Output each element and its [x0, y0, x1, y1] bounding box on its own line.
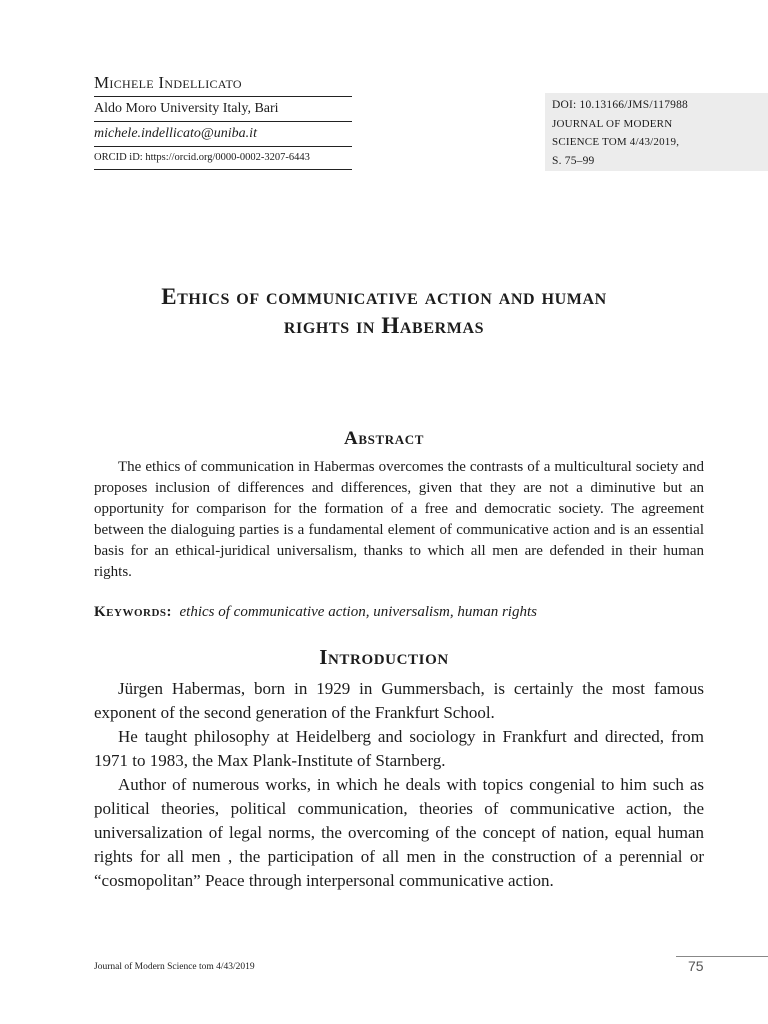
page-range: S. 75–99	[552, 154, 595, 167]
journal-name-line1: JOURNAL OF MODERN	[552, 117, 673, 130]
introduction-heading: Introduction	[319, 645, 449, 669]
keywords	[94, 601, 704, 623]
footer-journal: Journal of Modern Science tom 4/43/2019	[94, 962, 255, 972]
intro-paragraph: Author of numerous works, in which he deals with topics congenial to him such as political theories, political communication, theories of communicative action, the universalization of legal norms, the overcoming of the concept of nation, equal human rights for all men , the participation of all men in the construction of a perennial or “cosmopolitan” Peace through interpersonal communicative action.	[94, 775, 704, 890]
intro-paragraph: He taught philosophy at Heidelberg and sociology in Frankfurt and directed, from 1971 to 1983, the Max Plank-Institute of Starnberg.	[94, 727, 704, 770]
author-block	[94, 72, 352, 170]
author-orcid[interactable]: ORCID iD: https://orcid.org/0000-0002-3207-6443	[94, 147, 352, 170]
author-affiliation: Aldo Moro University Italy, Bari	[94, 97, 352, 122]
title-line1: Ethics of communicative action and human	[161, 284, 607, 309]
abstract-heading: Abstract	[344, 428, 424, 449]
abstract-text: The ethics of communication in Habermas overcomes the contrasts of a multicultural society and proposes inclusion of differences and differences, given that they are not a diminutive but an opportunity for comparison for the formation of a free and democratic society. The agreement between the dialoguing parties is a fundamental element of communicative action and is an essential basis for an ethical-juridical universalism, thanks to which all men are defended in their human rights.	[94, 459, 704, 580]
footer-rule	[676, 956, 768, 957]
journal-name-line2: SCIENCE TOM 4/43/2019,	[552, 136, 680, 148]
page-number: 75	[688, 958, 704, 974]
intro-paragraph: Jürgen Habermas, born in 1929 in Gummersbach, is certainly the most famous exponent of the second generation of the Frankfurt School.	[94, 679, 704, 722]
keywords-text: ethics of communicative action, universalism, human rights	[179, 604, 537, 620]
title-line2: rights in Habermas	[283, 313, 485, 338]
doi[interactable]: DOI: 10.13166/JMS/117988	[552, 99, 688, 111]
author-email[interactable]: michele.indellicato@uniba.it	[94, 122, 352, 147]
author-name: Michele Indellicato	[94, 72, 352, 97]
introduction-body	[94, 677, 704, 893]
article-title	[60, 282, 708, 340]
article-meta-box	[545, 93, 768, 171]
keywords-label: Keywords:	[94, 604, 173, 620]
